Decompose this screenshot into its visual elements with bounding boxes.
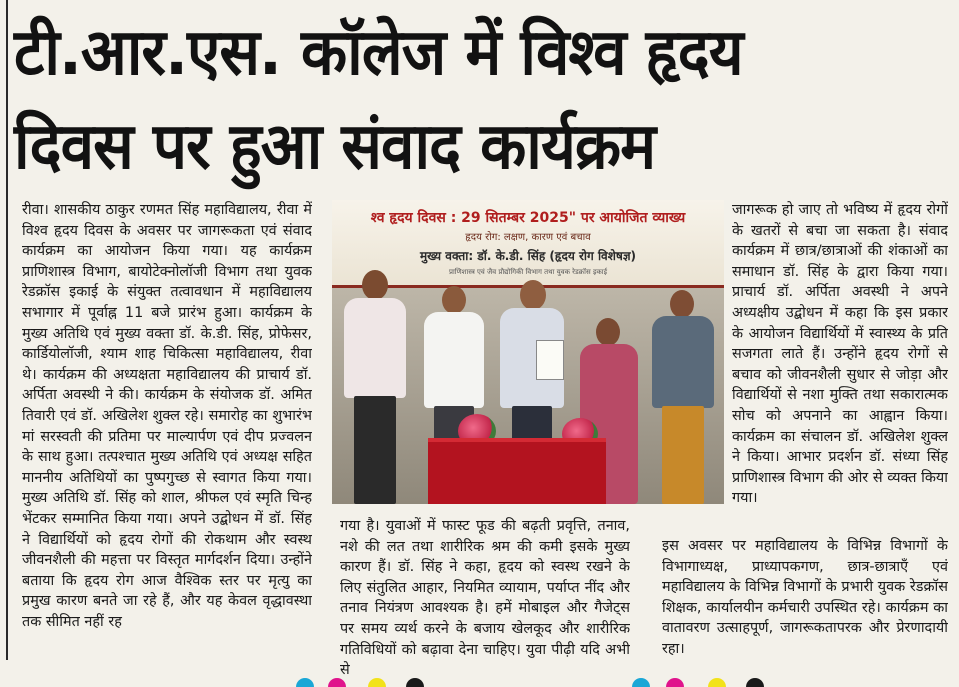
ink-mark bbox=[746, 678, 764, 687]
column-rule bbox=[6, 0, 8, 660]
ink-mark bbox=[708, 678, 726, 687]
headline bbox=[14, 6, 888, 194]
article-column-left bbox=[22, 200, 312, 684]
person-5 bbox=[650, 290, 716, 504]
article-paragraph-left: रीवा। शासकीय ठाकुर रणमत सिंह महाविद्यालय, रीवा में विश्व हृदय दिवस के अवसर पर जागरूकता एवं संवाद कार्यक्रम का आयोजन किया गया। यह कार्यक्रम प्राणिशास्त्र विभाग, बायोटेक्नोलॉजी विभाग तथा युवक रेडक्रॉस इकाई के संयुक्त तत्वावधान में महाविद्यालय सभागार में पूर्वाह्न 11 बजे प्रारंभ हुआ। कार्यक्रम के मुख्य अतिथि एवं मुख्य वक्ता डॉ. के.डी. सिंह, प्रोफेसर, कार्डियोलॉजी, श्याम शाह चिकित्सा महाविद्यालय, रीवा थे। कार्यक्रम की अध्यक्षता महाविद्यालय की प्राचार्य डॉ. अर्पिता अवस्थी ने की। कार्यक्रम के संयोजक डॉ. अमित तिवारी एवं डॉ. अखिलेश शुक्ल रहे। समारोह का शुभारंभ मां सरस्वती की प्रतिमा पर माल्यार्पण एवं दीप प्रज्वलन के साथ हुआ। तत्पश्चात मुख्य अतिथि एवं अध्यक्ष सहित माननीय अतिथियों का पुष्पगुच्छ से स्वागत किया गया। मुख्य अतिथि डॉ. सिंह को शाल, श्रीफल एवं स्मृति चिन्ह भेंटकर सम्मानित किया गया। अपने उद्बोधन में डॉ. सिंह ने विद्यार्थियों को हृदय रोगों की रोकथाम और स्वस्थ जीवनशैली की महत्ता पर विस्तृत मार्गदर्शन दिया। उन्होंने बताया कि हृदय रोग आज वैश्विक स्तर पर मृत्यु का प्रमुख कारण बनते जा रहे हैं, और यह केवल वृद्धावस्था तक सीमित नहीं रह bbox=[22, 202, 312, 630]
article-paragraph-right-top: जागरूक हो जाए तो भविष्य में हृदय रोगों के खतरों से बचा जा सकता है। संवाद कार्यक्रम में छात्र/छात्राओं की शंकाओं का समाधान डॉ. सिंह के द्वारा किया गया। प्राचार्य डॉ. अर्पिता अवस्थी ने अपने अध्यक्षीय उद्बोधन में कहा कि इस प्रकार के आयोजन विद्यार्थियों में स्वास्थ्य के प्रति सजगता लाते हैं। उन्होंने हृदय रोगों से बचाव को जीवनशैली सुधार से जोड़ा और विद्यार्थियों से नशा मुक्ति तथा सकारात्मक सोच को अपनाने का आह्वान किया। कार्यक्रम का संचालन डॉ. अखिलेश शुक्ल ने किया। आभार प्रदर्शन डॉ. संध्या सिंह प्राणिशास्त्र विभाग की ओर से व्यक्त किया गया। bbox=[732, 202, 948, 507]
banner-speaker: मुख्य वक्ता: डॉ. के.डी. सिंह (हृदय रोग विशेषज्ञ) bbox=[419, 249, 637, 263]
article-column-right-bottom bbox=[662, 536, 948, 666]
event-photo bbox=[332, 200, 724, 504]
banner-organizer: प्राणिशास्त्र एवं जैव प्रौद्योगिकी विभाग तथा युवक रेडक्रॉस इकाई bbox=[448, 268, 608, 276]
article-column-right-top bbox=[732, 200, 948, 534]
person-1 bbox=[340, 270, 410, 504]
banner-title: श्व हृदय दिवस : 29 सितम्बर 2025" पर आयोजित व्याख्य bbox=[370, 210, 686, 226]
article-paragraph-right-bottom: इस अवसर पर महाविद्यालय के विभिन्न विभागों के विभागाध्यक्ष, प्राध्यापकगण, छात्र-छात्राएँ एवं महाविद्यालय के विभिन्न विभागों के प्रभारी युवक रेडक्रॉस शिक्षक, कार्यालयीन कर्मचारी उपस्थित रहे। कार्यक्रम का वातावरण उत्साहपूर्ण, जागरूकतापरक और प्रेरणादायी रहा। bbox=[662, 538, 948, 657]
stage-table bbox=[428, 438, 606, 504]
certificate bbox=[536, 340, 564, 380]
headline-line-1: टी.आर.एस. कॉलेज में विश्व हृदय bbox=[14, 16, 743, 90]
banner-topic: हृदय रोग: लक्षण, कारण एवं बचाव bbox=[465, 232, 591, 243]
article-paragraph-middle: गया है। युवाओं में फास्ट फूड की बढ़ती प्रवृत्ति, तनाव, नशे की लत तथा शारीरिक श्रम की कमी इसके मुख्य कारण हैं। डॉ. सिंह ने कहा, हृदय को स्वस्थ रखने के लिए संतुलित आहार, नियमित व्यायाम, पर्याप्त नींद और तनाव नियंत्रण आवश्यक है। हमें मोबाइल और गैजेट्स पर समय व्यर्थ करने के बजाय खेलकूद और शारीरिक गतिविधियों को बढ़ावा देना चाहिए। युवा पीढ़ी यदि अभी से bbox=[340, 518, 630, 679]
ink-mark bbox=[632, 678, 650, 687]
headline-line-2: दिवस पर हुआ संवाद कार्यक्रम bbox=[14, 110, 656, 184]
article-column-middle bbox=[340, 516, 630, 684]
ink-mark bbox=[666, 678, 684, 687]
